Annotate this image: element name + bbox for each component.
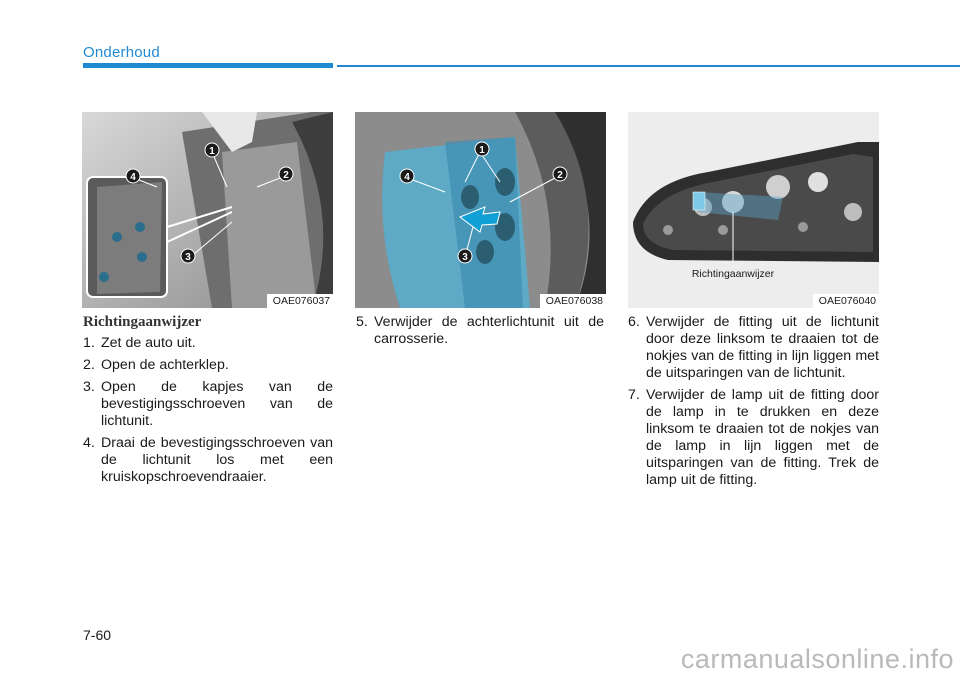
list-item xyxy=(83,335,333,352)
fig2-callout-2: 2 xyxy=(557,170,563,181)
step-number: 5. xyxy=(356,314,368,330)
watermark: carmanualsonline.info xyxy=(680,644,954,674)
column-1-heading: Richtingaanwijzer xyxy=(83,314,202,330)
column-1 xyxy=(83,314,333,491)
section-title: Onderhoud xyxy=(83,44,160,61)
page-number: 7-60 xyxy=(83,627,112,643)
step-text: Draai de bevestigingsschroeven van de lichtunit los met een kruiskopschroevendraaier. xyxy=(101,435,333,485)
step-text: Zet de auto uit. xyxy=(101,335,196,351)
step-text: Open de achterklep. xyxy=(101,357,229,373)
fig1-callout-4: 4 xyxy=(130,172,136,183)
fig1-callout-2: 2 xyxy=(283,170,289,181)
step-number: 6. xyxy=(628,314,640,330)
figure-1-code: OAE076037 xyxy=(267,294,333,308)
step-number: 1. xyxy=(83,335,95,351)
fig3-label: Richtingaanwijzer xyxy=(691,268,775,280)
fig1-callout-3: 3 xyxy=(185,252,191,263)
step-number: 7. xyxy=(628,387,640,403)
figure-3-illustration xyxy=(628,112,879,308)
list-item xyxy=(83,357,333,374)
fig2-callout-4: 4 xyxy=(404,172,410,183)
step-number: 2. xyxy=(83,357,95,373)
fig2-callout-3: 3 xyxy=(462,252,468,263)
step-text: Verwijder de lamp uit de fitting door de lamp in te drukken en deze linksom te draaien tot de nokjes van de lamp in lijn liggen met de uitsparingen van de fitting. Trek de lamp uit de fitting. xyxy=(646,387,879,488)
column-3 xyxy=(628,314,879,494)
fig2-callout-1: 1 xyxy=(479,145,485,156)
step-text: Open de kapjes van de bevestigingsschroeven van de lichtunit. xyxy=(101,379,333,429)
list-item xyxy=(83,435,333,486)
step-text: Verwijder de achterlichtunit uit de carrosserie. xyxy=(374,314,604,347)
list-item xyxy=(83,379,333,430)
step-number: 4. xyxy=(83,435,95,451)
figure-1-illustration xyxy=(82,112,333,308)
figure-2 xyxy=(355,112,606,308)
figure-2-illustration xyxy=(355,112,606,308)
figure-3 xyxy=(628,112,879,308)
figure-3-code: OAE076040 xyxy=(813,294,879,308)
step-number: 3. xyxy=(83,379,95,395)
step-text: Verwijder de fitting uit de lichtunit door deze linksom te draaien tot de nokjes van de fitting in lijn liggen met de uitsparingen van de lichtunit. xyxy=(646,314,879,381)
fig1-callout-1: 1 xyxy=(209,146,215,157)
figure-1 xyxy=(82,112,333,308)
header-rule-thin xyxy=(337,65,960,67)
list-item xyxy=(356,314,604,348)
header-rule-thick xyxy=(83,63,333,68)
list-item xyxy=(628,314,879,382)
column-2 xyxy=(356,314,604,353)
figure-2-code: OAE076038 xyxy=(540,294,606,308)
list-item xyxy=(628,387,879,489)
